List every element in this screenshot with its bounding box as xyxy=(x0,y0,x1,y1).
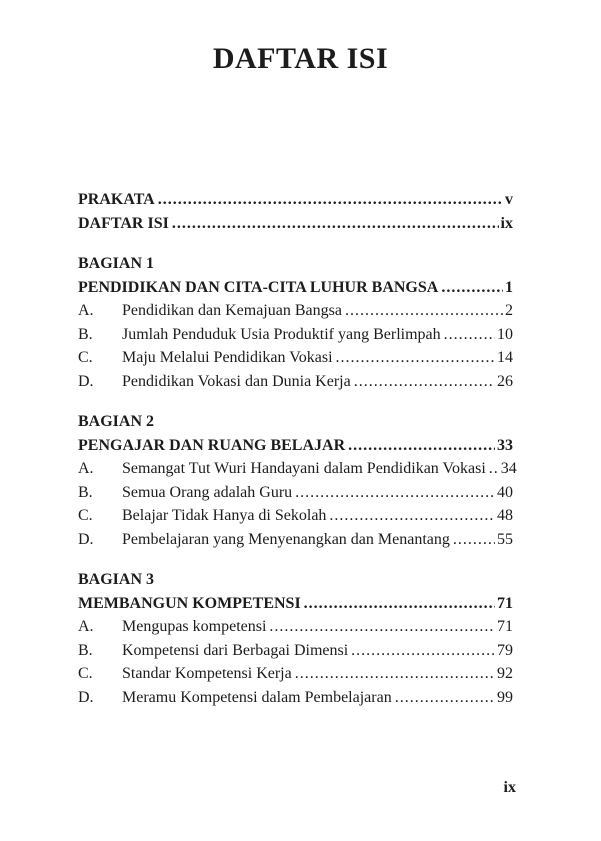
dot-leader xyxy=(444,323,495,347)
toc-section-bagian-3 xyxy=(78,568,513,709)
entry-page-number: ix xyxy=(500,214,513,232)
entry-page-number: 55 xyxy=(497,530,513,548)
entry-letter: D. xyxy=(78,372,94,390)
entry-page-number: 48 xyxy=(497,507,513,524)
toc-entry xyxy=(78,370,513,394)
entry-title: Pembelajaran yang Menyenangkan dan Menantang xyxy=(122,530,450,548)
dot-leader xyxy=(354,370,495,394)
entry-title: Standar Kompetensi Kerja xyxy=(122,665,292,682)
dot-leader xyxy=(329,504,495,528)
entry-letter: B. xyxy=(78,483,93,501)
entry-letter: A. xyxy=(78,302,94,319)
toc-entry xyxy=(78,504,513,528)
toc-section-bagian-1 xyxy=(78,252,513,393)
entry-page-number: 40 xyxy=(497,483,513,501)
entry-title: DAFTAR ISI xyxy=(78,214,169,232)
toc-entry xyxy=(78,615,513,639)
toc-entry xyxy=(78,346,513,370)
toc-section-bagian-2 xyxy=(78,410,517,551)
entry-title: Pendidikan Vokasi dan Dunia Kerja xyxy=(122,372,351,390)
entry-title: Belajar Tidak Hanya di Sekolah xyxy=(122,507,327,524)
entry-page-number: 92 xyxy=(497,665,513,682)
dot-leader xyxy=(158,188,503,212)
entry-title: Pendidikan dan Kemajuan Bangsa xyxy=(122,302,342,319)
dot-leader xyxy=(295,662,495,686)
page-title: DAFTAR ISI xyxy=(212,42,389,75)
entry-title: Maju Melalui Pendidikan Vokasi xyxy=(122,349,333,366)
table-of-contents xyxy=(78,188,517,709)
toc-entry xyxy=(78,662,513,686)
front-matter-block xyxy=(78,188,513,235)
entry-title: Kompetensi dari Berbagai Dimensi xyxy=(122,641,349,659)
dot-leader xyxy=(453,528,495,552)
toc-entry xyxy=(78,323,513,347)
folio-page-number: ix xyxy=(503,779,516,796)
toc-entry xyxy=(78,299,513,323)
entry-page-number: v xyxy=(505,191,513,208)
entry-title: Mengupas kompetensi xyxy=(122,618,267,635)
entry-title: Semangat Tut Wuri Handayani dalam Pendidikan Vokasi xyxy=(122,460,486,477)
entry-page-number: 71 xyxy=(497,594,513,612)
toc-entry-section-title xyxy=(78,434,513,458)
dot-leader xyxy=(336,346,495,370)
entry-letter: A. xyxy=(78,460,94,477)
section-label: BAGIAN 3 xyxy=(78,571,155,588)
entry-title: Jumlah Penduduk Usia Produktif yang Berlimpah xyxy=(122,325,441,343)
dot-leader xyxy=(172,212,499,236)
toc-entry-prakata xyxy=(78,188,513,212)
entry-page-number: 14 xyxy=(497,349,513,366)
entry-title: Semua Orang adalah Guru xyxy=(122,483,293,501)
section-label: BAGIAN 2 xyxy=(78,413,155,430)
entry-title: Meramu Kompetensi dalam Pembelajaran xyxy=(122,688,392,706)
entry-title: PENGAJAR DAN RUANG BELAJAR xyxy=(78,436,346,454)
entry-title: PRAKATA xyxy=(78,191,155,208)
dot-leader xyxy=(351,639,495,663)
entry-page-number: 34 xyxy=(500,460,517,477)
entry-title: MEMBANGUN KOMPETENSI xyxy=(78,594,301,612)
dot-leader xyxy=(441,276,503,300)
toc-entry xyxy=(78,639,513,663)
toc-entry xyxy=(78,481,513,505)
entry-page-number: 1 xyxy=(505,278,513,296)
dot-leader xyxy=(489,457,499,481)
toc-entry xyxy=(78,528,513,552)
entry-letter: B. xyxy=(78,325,93,343)
toc-entry-daftar-isi xyxy=(78,212,513,236)
entry-page-number: 10 xyxy=(497,325,513,343)
entry-page-number: 99 xyxy=(497,688,513,706)
entry-letter: C. xyxy=(78,349,93,366)
dot-leader xyxy=(304,592,495,616)
dot-leader xyxy=(395,686,495,710)
toc-entry-section-title xyxy=(78,276,513,300)
entry-letter: C. xyxy=(78,507,93,524)
dot-leader xyxy=(345,299,503,323)
entry-letter: D. xyxy=(78,530,94,548)
toc-entry xyxy=(78,457,517,481)
entry-page-number: 2 xyxy=(505,302,513,319)
dot-leader xyxy=(295,481,495,505)
entry-letter: B. xyxy=(78,641,93,659)
entry-page-number: 33 xyxy=(497,436,513,454)
entry-page-number: 79 xyxy=(497,641,513,659)
dot-leader xyxy=(269,615,495,639)
toc-entry-section-title xyxy=(78,592,513,616)
toc-entry xyxy=(78,686,513,710)
entry-letter: D. xyxy=(78,688,94,706)
entry-letter: A. xyxy=(78,618,94,635)
section-label: BAGIAN 1 xyxy=(78,255,155,272)
entry-page-number: 26 xyxy=(497,372,513,390)
entry-letter: C. xyxy=(78,665,93,682)
dot-leader xyxy=(348,434,495,458)
entry-title: PENDIDIKAN DAN CITA-CITA LUHUR BANGSA xyxy=(78,278,439,296)
entry-page-number: 71 xyxy=(497,618,513,635)
